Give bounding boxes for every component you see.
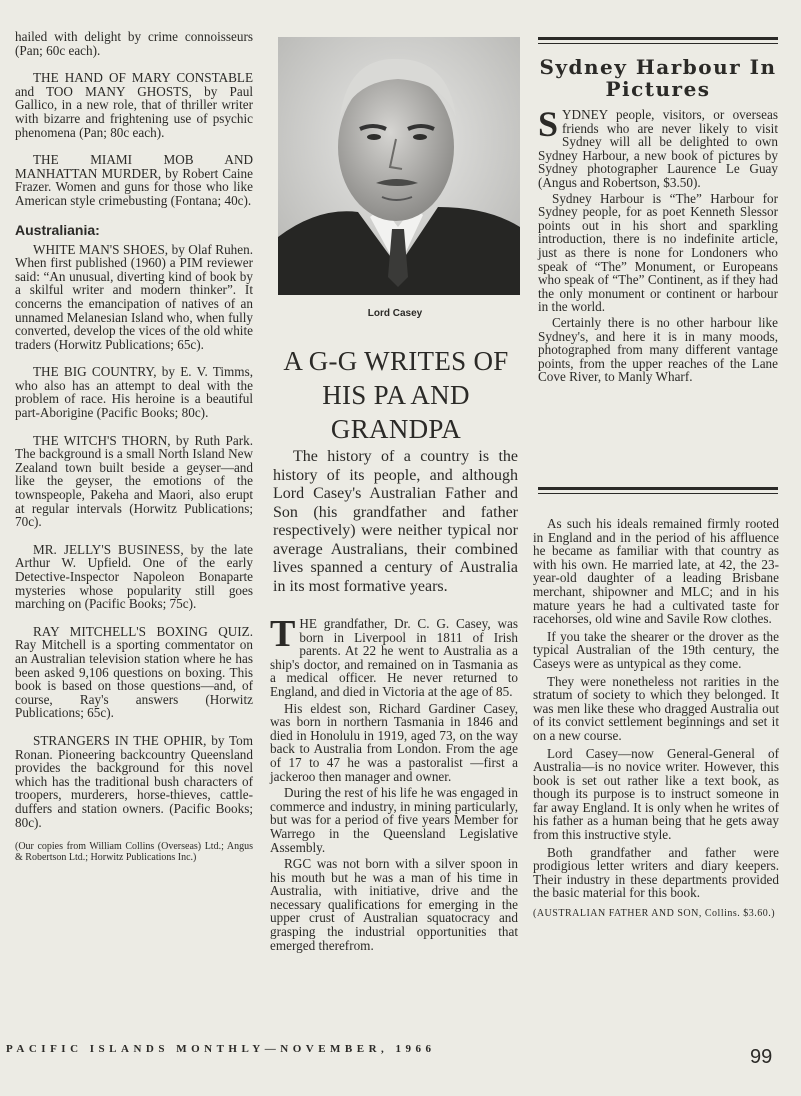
review-paragraph: RAY MITCHELL'S BOXING QUIZ. Ray Mitchell is a sporting commentator on an Australian television station where he has been asked 9,106 questions on boxing. This book is based on those questions—and, of course, Ray's answers (Horwitz Publications; 65c). xyxy=(15,623,253,721)
section-subheading: Australiania: xyxy=(15,221,100,238)
box-bottom-rule xyxy=(538,487,778,494)
box-title: Sydney Harbour In Pictures xyxy=(539,55,777,101)
photo-caption: Lord Casey xyxy=(367,308,423,319)
source-note: (Our copies from William Collins (Overseas) Ltd.; Angus & Robertson Ltd.; Horwitz Publications Inc.) xyxy=(15,841,253,864)
review-paragraph: hailed with delight by crime connoisseurs (Pan; 60c each). xyxy=(15,29,253,58)
article-paragraph: His eldest son, Richard Gardiner Casey, was born in northern Tasmania in 1846 and died in Honolulu in 1919, aged 73, on the way back to Australia from London. From the age of 17 to 47 he was a pastoralist —first a jackeroo then manager and owner. xyxy=(270,700,518,784)
box-paragraph: SYDNEY people, visitors, or overseas friends who are never likely to visit Sydney will all be delighted to own Sydney Harbour, a new book of pictures by Sydney photographer Laurence Le Guay (Angus and Robertson, $3.50). xyxy=(538,104,778,190)
page-number: 99 xyxy=(750,1046,773,1068)
portrait-illustration xyxy=(278,37,520,295)
article-paragraph: Lord Casey—now General-General of Australia—is no novice writer. However, this book is set out rather like a text book, as though its purpose is to instruct someone in far away England. It is only when he writes of his father as a human being that he gets away from this instructive style. xyxy=(533,745,779,843)
drop-cap: T xyxy=(270,613,296,655)
article-deck: The history of a country is the history of its people, and although Lord Casey's Australian Father and Son (his grandfather and father respectively) were neither typical nor average Australians, their combined lives spanned a century of Australia in its most formative years. xyxy=(273,448,518,595)
box-top-rule xyxy=(538,37,778,44)
article-paragraph: They were nonetheless not rarities in the stratum of society to which they belonged. It was men like these who dragged Australia out of its convict settlement beginnings and set it on a new course. xyxy=(533,673,779,743)
review-paragraph: THE HAND OF MARY CONSTABLE and TOO MANY GHOSTS, by Paul Gallico, in a new role, that of thriller writer with bizarre and frightening use of psychic phenomena (Pan; 80c each). xyxy=(15,70,253,140)
portrait-photo xyxy=(278,37,520,295)
article-headline: A G-G WRITES OF HIS PA AND GRANDPA xyxy=(283,346,509,444)
article-paragraph: RGC was not born with a silver spoon in his mouth but he was a man of his time in Australia, with initiative, drive and the necessary qualifications for emerging in the upper crust of Australian squatocracy and grasping the industrial opportunities that emerged therefrom. xyxy=(270,856,518,953)
article-paragraph: If you take the shearer or the drover as the typical Australian of the 19th century, the Caseys were as untypical as they come. xyxy=(533,628,779,671)
sidebar-box xyxy=(538,37,778,386)
article-paragraph: During the rest of his life he was engaged in commerce and industry, in mining particularly, but was for a period of five years Member for Warrego in the Queensland Legislative Assembly. xyxy=(270,785,518,855)
box-paragraph: Certainly there is no other harbour like Sydney's, and here it is in many moods, photographed from many different vantage points, from the upper reaches of the Lane Cove River, to Manly Wharf. xyxy=(538,314,778,385)
article-paragraph: As such his ideals remained firmly rooted in England and in the period of his affluence he became as familiar with that country as with his own. He married late, at 42, the 23-year-old daughter of a leading Brisbane merchant, shipowner and MLC; and in his mature years he had a cultivated taste for racehorses, old wine and Savile Row clothes. xyxy=(533,516,779,627)
article-paragraph: Both grandfather and father were prodigious letter writers and diary keepers. Their industry in these departments provided the basic material for this book. xyxy=(533,844,779,901)
book-credit: (AUSTRALIAN FATHER AND SON, Collins. $3.60.) xyxy=(533,908,776,920)
box-paragraph: Sydney Harbour is “The” Harbour for Sydney people, for as poet Kenneth Slessor points out in his short and sparkling introduction, there is no indefinite article, just as there is none for Londoners who speak of “The” Monument, or Europeans who speak of “The” Continent, as if they had the only monument or continent or harbour in the world. xyxy=(538,190,778,315)
article-body-column xyxy=(270,613,518,955)
drop-cap: S xyxy=(538,104,559,144)
review-paragraph: WHITE MAN'S SHOES, by Olaf Ruhen. When first published (1960) a PIM reviewer said: “An unusual, diverting kind of book by a skilful writer and modern thinker”. It concerns the emancipation of natives of an unnamed Melanesian Island who, when fully converted, develop the vices of the old white traders (Horwitz Publications; 65c). xyxy=(15,241,253,352)
review-paragraph: STRANGERS IN THE OPHIR, by Tom Ronan. Pioneering backcountry Queensland provides the background for this novel which has the traditional bush characters of troopers, murderers, horse-thieves, cattle-duffers and station owners. (Pacific Books; 80c). xyxy=(15,732,253,830)
article-continuation-column xyxy=(533,517,779,923)
book-list-column xyxy=(15,30,253,877)
page-footer: PACIFIC ISLANDS MONTHLY—NOVEMBER, 1966 xyxy=(6,1043,436,1055)
article-paragraph: THE grandfather, Dr. C. G. Casey, was born in Liverpool in 1811 of Irish parents. At 22 he went to Australia as a ship's doctor, and remained on in Tasmania as a medical officer. He never returned to England, and died in Victoria at the age of 85. xyxy=(270,613,518,699)
review-paragraph: THE BIG COUNTRY, by E. V. Timms, who also has an attempt to deal with the problem of race. His heroine is a beautiful part-Aborigine (Pacific Books; 80c). xyxy=(15,364,253,421)
review-paragraph: THE WITCH'S THORN, by Ruth Park. The background is a small North Island New Zealand town built beside a geyser—and like the geyser, the emotions of the townspeople, Pakeha and Maori, also erupt at regular intervals (Horwitz Publications; 70c). xyxy=(15,432,253,530)
review-paragraph: MR. JELLY'S BUSINESS, by the late Arthur W. Upfield. One of the early Detective-Inspector Napoleon Bonaparte mysteries whose popularity still goes marching on (Pacific Books; 75c). xyxy=(15,541,253,612)
review-paragraph: THE MIAMI MOB AND MANHATTAN MURDER, by Robert Caine Frazer. Women and guns for those who like American style crimebusting (Fontana; 40c). xyxy=(15,152,253,208)
